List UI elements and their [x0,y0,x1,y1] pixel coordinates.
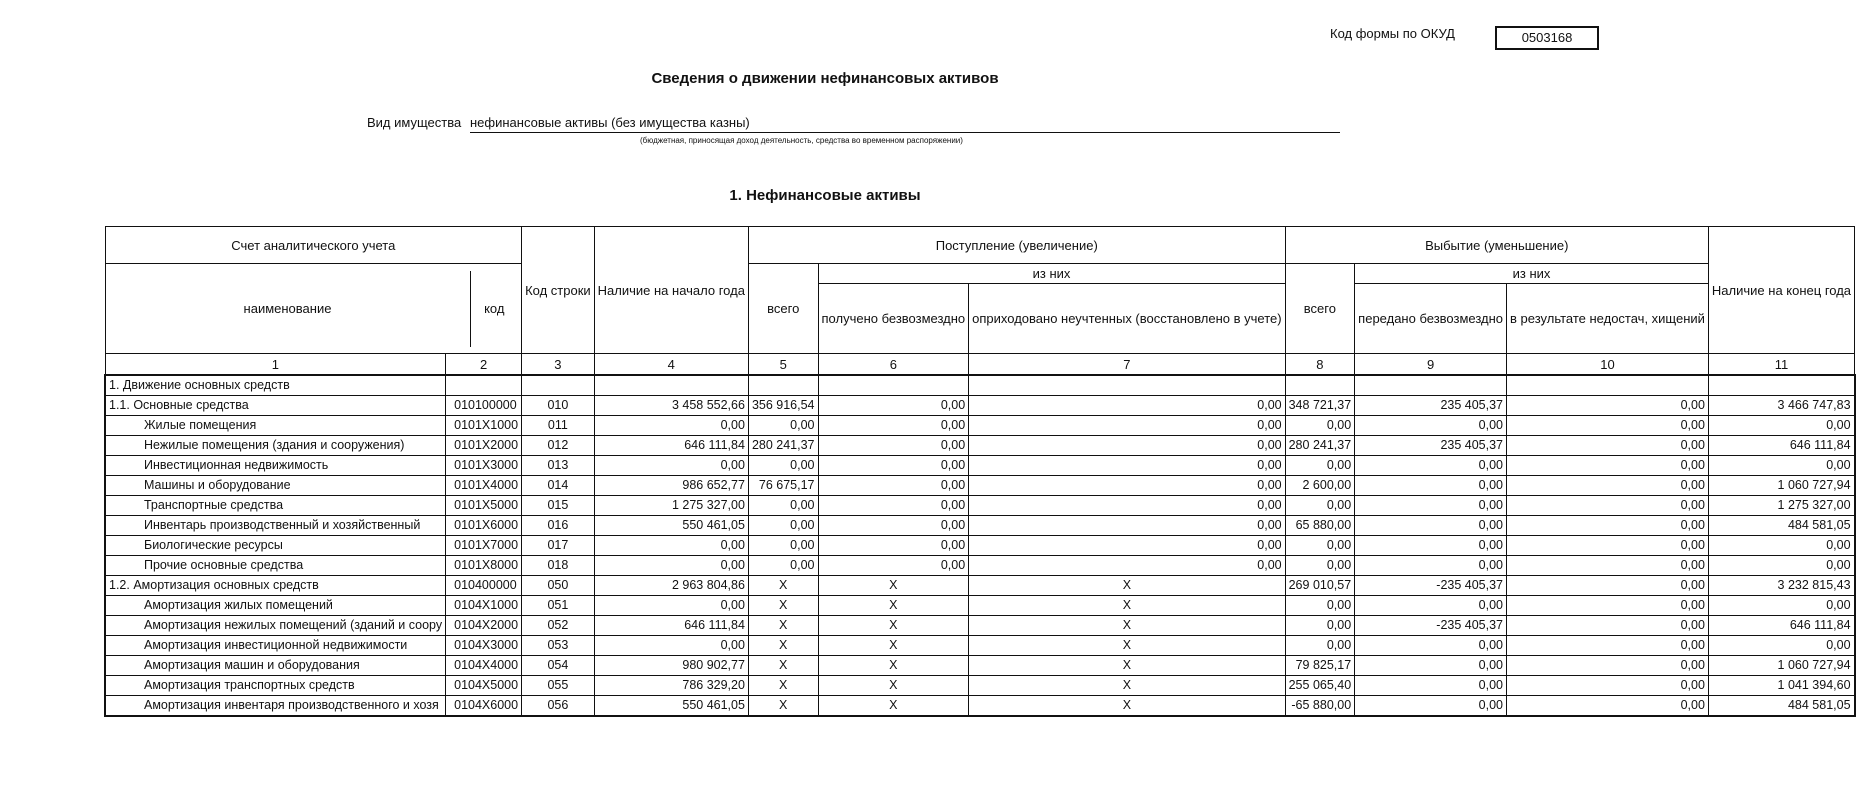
row-end-value: 0,00 [1708,536,1854,556]
row-income-total: 0,00 [748,456,818,476]
row-shortages: 0,00 [1507,696,1709,717]
row-transferred-free: 0,00 [1355,476,1507,496]
row-start-value: 980 902,77 [594,656,748,676]
header-received-free: получено безвозмездно [818,284,969,354]
row-outflow-total: 269 010,57 [1285,576,1355,596]
row-shortages: 0,00 [1507,516,1709,536]
row-code: 0101X1000 [446,416,522,436]
row-name: Нежилые помещения (здания и сооружения) [105,436,446,456]
row-recorded: 0,00 [969,396,1285,416]
table-row [105,476,1855,496]
row-line-code: 014 [522,476,595,496]
row-received-free: 0,00 [818,416,969,436]
row-line-code: 055 [522,676,595,696]
row-received-free: 0,00 [818,436,969,456]
row-line-code: 054 [522,656,595,676]
table-row [105,456,1855,476]
row-received-free: 0,00 [818,396,969,416]
row-end-value: 646 111,84 [1708,616,1854,636]
row-code: 010100000 [446,396,522,416]
row-end-value: 1 060 727,94 [1708,476,1854,496]
row-name: Амортизация инвестиционной недвижимости [105,636,446,656]
row-code: 0104X5000 [446,676,522,696]
row-transferred-free: 0,00 [1355,416,1507,436]
row-received-free: 0,00 [818,516,969,536]
header-income-total: всего [748,264,818,354]
row-income-total: 0,00 [748,536,818,556]
table-row [105,656,1855,676]
row-outflow-total: 255 065,40 [1285,676,1355,696]
row-end-value: 0,00 [1708,636,1854,656]
row-transferred-free: -235 405,37 [1355,576,1507,596]
vid-label: Вид имущества [367,115,462,130]
document-title: Сведения о движении нефинансовых активов [651,70,999,87]
row-transferred-free: 0,00 [1355,656,1507,676]
row-received-free: 0,00 [818,476,969,496]
header-code: код [484,301,505,316]
row-transferred-free: 0,00 [1355,556,1507,576]
row-outflow-total: 79 825,17 [1285,656,1355,676]
col-num: 10 [1507,354,1709,376]
row-recorded: X [969,656,1285,676]
row-end-value: 646 111,84 [1708,436,1854,456]
row-code: 0104X4000 [446,656,522,676]
col-num: 1 [105,354,446,376]
row-received-free: 0,00 [818,496,969,516]
col-num: 5 [748,354,818,376]
row-shortages: 0,00 [1507,616,1709,636]
row-start-value: 0,00 [594,456,748,476]
row-received-free: X [818,616,969,636]
header-income: Поступление (увеличение) [748,227,1285,264]
row-shortages: 0,00 [1507,556,1709,576]
row-transferred-free: 0,00 [1355,596,1507,616]
row-name: Инвентарь производственный и хозяйственный [105,516,446,536]
row-shortages: 0,00 [1507,416,1709,436]
row-name: Амортизация транспортных средств [105,676,446,696]
row-line-code: 010 [522,396,595,416]
row-received-free: X [818,696,969,717]
row-income-total: X [748,576,818,596]
row-income-total: X [748,616,818,636]
row-income-total: X [748,596,818,616]
row-shortages: 0,00 [1507,656,1709,676]
row-name: Транспортные средства [105,496,446,516]
row-income-total: 0,00 [748,416,818,436]
row-line-code: 017 [522,536,595,556]
row-name: Амортизация нежилых помещений (зданий и соору [105,616,446,636]
row-recorded: X [969,576,1285,596]
col-num: 8 [1285,354,1355,376]
row-start-value: 646 111,84 [594,616,748,636]
row-outflow-total: 2 600,00 [1285,476,1355,496]
col-num: 3 [522,354,595,376]
row-code: 010400000 [446,576,522,596]
row-start-value: 0,00 [594,596,748,616]
header-end: Наличие на конец года [1708,227,1854,354]
row-transferred-free: 235 405,37 [1355,396,1507,416]
assets-table [104,226,1856,717]
row-transferred-free: 0,00 [1355,636,1507,656]
row-recorded: 0,00 [969,536,1285,556]
row-line-code: 013 [522,456,595,476]
row-code: 0101X3000 [446,456,522,476]
col-num: 4 [594,354,748,376]
row-end-value: 0,00 [1708,596,1854,616]
row-start-value: 0,00 [594,536,748,556]
row-outflow-total: 0,00 [1285,596,1355,616]
row-start-value: 986 652,77 [594,476,748,496]
row-outflow-total: 0,00 [1285,556,1355,576]
row-line-code: 018 [522,556,595,576]
row-income-total: X [748,676,818,696]
col-num: 7 [969,354,1285,376]
row-income-total: 76 675,17 [748,476,818,496]
okud-code-box: 0503168 [1495,26,1599,50]
row-end-value: 0,00 [1708,456,1854,476]
row-transferred-free: 0,00 [1355,456,1507,476]
row-recorded: 0,00 [969,476,1285,496]
row-line-code: 015 [522,496,595,516]
row-income-total: X [748,636,818,656]
row-recorded: 0,00 [969,416,1285,436]
row-name: 1.1. Основные средства [105,396,446,416]
row-income-total: X [748,696,818,717]
row-end-value: 1 041 394,60 [1708,676,1854,696]
row-recorded: X [969,636,1285,656]
col-num: 9 [1355,354,1507,376]
row-start-value: 2 963 804,86 [594,576,748,596]
row-income-total: 0,00 [748,496,818,516]
table-row [105,556,1855,576]
row-end-value: 3 466 747,83 [1708,396,1854,416]
row-code: 0101X7000 [446,536,522,556]
row-name: Инвестиционная недвижимость [105,456,446,476]
col-num: 6 [818,354,969,376]
header-account: Счет аналитического учета [105,227,522,264]
row-income-total: 356 916,54 [748,396,818,416]
row-transferred-free: 0,00 [1355,496,1507,516]
row-shortages: 0,00 [1507,396,1709,416]
row-name: Амортизация машин и оборудования [105,656,446,676]
row-code: 0101X2000 [446,436,522,456]
row-transferred-free: 0,00 [1355,536,1507,556]
table-row [105,396,1855,416]
row-transferred-free: 0,00 [1355,676,1507,696]
header-name-code-wrap [105,264,522,354]
row-outflow-total: 0,00 [1285,496,1355,516]
header-shortages: в результате недостач, хищений [1507,284,1709,354]
row-line-code: 016 [522,516,595,536]
row-code: 0104X1000 [446,596,522,616]
row-shortages: 0,00 [1507,496,1709,516]
row-outflow-total: 65 880,00 [1285,516,1355,536]
row-start-value: 786 329,20 [594,676,748,696]
row-name: Амортизация жилых помещений [105,596,446,616]
row-code: 0104X3000 [446,636,522,656]
row-outflow-total: -65 880,00 [1285,696,1355,717]
row-start-value: 550 461,05 [594,516,748,536]
row-shortages: 0,00 [1507,536,1709,556]
table-row [105,636,1855,656]
row-shortages: 0,00 [1507,676,1709,696]
row-outflow-total: 280 241,37 [1285,436,1355,456]
row-end-value: 0,00 [1708,416,1854,436]
header-start: Наличие на начало года [594,227,748,354]
header-name: наименование [106,271,471,347]
vid-subcaption: (бюджетная, приносящая доход деятельность, средства во временном распоряжении) [640,136,963,145]
table-row [105,516,1855,536]
row-code: 0101X6000 [446,516,522,536]
row-shortages: 0,00 [1507,636,1709,656]
row-line-code: 011 [522,416,595,436]
row-code: 0104X6000 [446,696,522,717]
row-line-code: 053 [522,636,595,656]
row-outflow-total: 0,00 [1285,636,1355,656]
header-of-which: из них [818,264,1285,284]
row-outflow-total: 348 721,37 [1285,396,1355,416]
header-of-which-2: из них [1355,264,1709,284]
row-received-free: 0,00 [818,456,969,476]
col-num: 11 [1708,354,1854,376]
row-name: 1.2. Амортизация основных средств [105,576,446,596]
header-outflow: Выбытие (уменьшение) [1285,227,1708,264]
section-title: 1. Нефинансовые активы [729,187,921,204]
row-income-total: X [748,656,818,676]
row-outflow-total: 0,00 [1285,616,1355,636]
row-transferred-free: -235 405,37 [1355,616,1507,636]
row-received-free: X [818,656,969,676]
vid-value: нефинансовые активы (без имущества казны) [470,115,1340,133]
row-name: Машины и оборудование [105,476,446,496]
table-row [105,616,1855,636]
section-heading-cell: 1. Движение основных средств [105,375,446,396]
row-shortages: 0,00 [1507,436,1709,456]
row-recorded: 0,00 [969,556,1285,576]
row-start-value: 0,00 [594,556,748,576]
table-row [105,676,1855,696]
row-line-code: 052 [522,616,595,636]
row-outflow-total: 0,00 [1285,416,1355,436]
row-income-total: 0,00 [748,556,818,576]
row-end-value: 1 060 727,94 [1708,656,1854,676]
header-recorded: оприходовано неучтенных (восстановлено в учете) [969,284,1285,354]
row-start-value: 3 458 552,66 [594,396,748,416]
row-start-value: 550 461,05 [594,696,748,717]
row-transferred-free: 0,00 [1355,516,1507,536]
row-received-free: X [818,676,969,696]
row-name: Жилые помещения [105,416,446,436]
row-income-total: 280 241,37 [748,436,818,456]
row-recorded: X [969,676,1285,696]
table-row [105,496,1855,516]
row-recorded: 0,00 [969,456,1285,476]
row-shortages: 0,00 [1507,576,1709,596]
row-code: 0101X4000 [446,476,522,496]
row-end-value: 0,00 [1708,556,1854,576]
row-shortages: 0,00 [1507,456,1709,476]
row-income-total: 0,00 [748,516,818,536]
table-row [105,696,1855,717]
row-end-value: 3 232 815,43 [1708,576,1854,596]
table-row [105,576,1855,596]
table-row [105,436,1855,456]
row-end-value: 484 581,05 [1708,516,1854,536]
row-received-free: 0,00 [818,556,969,576]
row-start-value: 0,00 [594,636,748,656]
row-received-free: X [818,576,969,596]
row-start-value: 0,00 [594,416,748,436]
header-line-code: Код строки [522,227,595,354]
row-start-value: 1 275 327,00 [594,496,748,516]
row-transferred-free: 0,00 [1355,696,1507,717]
row-recorded: X [969,616,1285,636]
row-shortages: 0,00 [1507,476,1709,496]
row-end-value: 484 581,05 [1708,696,1854,717]
row-transferred-free: 235 405,37 [1355,436,1507,456]
row-name: Биологические ресурсы [105,536,446,556]
header-transferred-free: передано безвозмездно [1355,284,1507,354]
row-received-free: X [818,596,969,616]
row-recorded: 0,00 [969,496,1285,516]
row-outflow-total: 0,00 [1285,456,1355,476]
row-recorded: X [969,596,1285,616]
row-line-code: 051 [522,596,595,616]
row-code: 0101X5000 [446,496,522,516]
row-code: 0101X8000 [446,556,522,576]
table-row [105,416,1855,436]
row-recorded: 0,00 [969,436,1285,456]
row-received-free: 0,00 [818,536,969,556]
row-recorded: 0,00 [969,516,1285,536]
row-name: Прочие основные средства [105,556,446,576]
col-num: 2 [446,354,522,376]
row-code: 0104X2000 [446,616,522,636]
row-outflow-total: 0,00 [1285,536,1355,556]
header-outflow-total: всего [1285,264,1355,354]
row-received-free: X [818,636,969,656]
row-recorded: X [969,696,1285,717]
table-row [105,596,1855,616]
okud-label: Код формы по ОКУД [1330,26,1455,41]
row-start-value: 646 111,84 [594,436,748,456]
row-line-code: 050 [522,576,595,596]
row-line-code: 012 [522,436,595,456]
row-end-value: 1 275 327,00 [1708,496,1854,516]
row-shortages: 0,00 [1507,596,1709,616]
row-name: Амортизация инвентаря производственного и хозя [105,696,446,717]
table-row [105,536,1855,556]
row-line-code: 056 [522,696,595,717]
